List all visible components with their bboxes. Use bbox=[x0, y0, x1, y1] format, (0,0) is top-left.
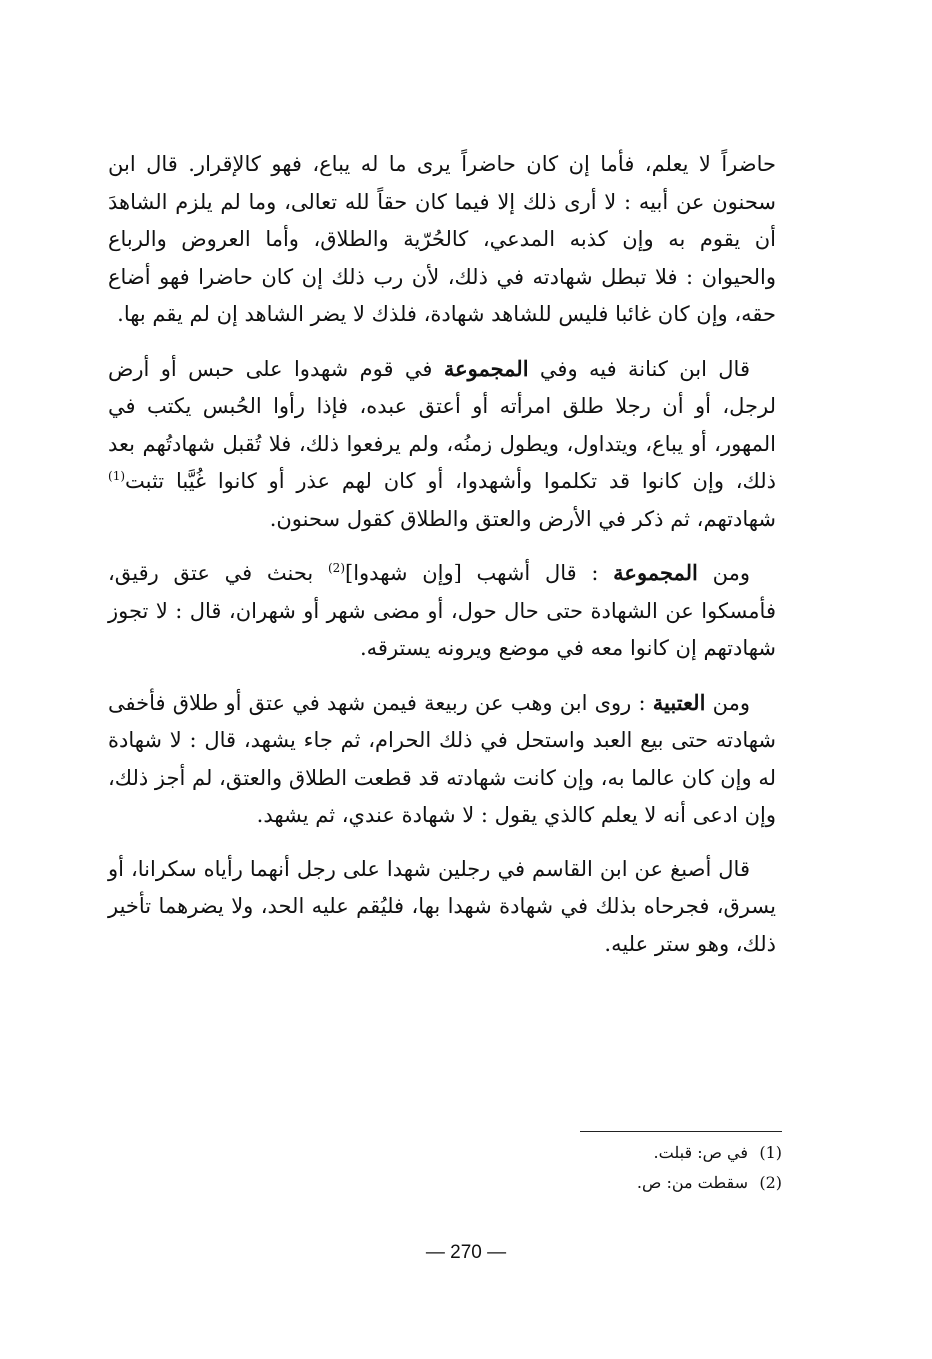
paragraph-text: حاضراً لا يعلم، فأما إن كان حاضراً يرى ما له يباع، فهو كالإقرار. قال ابن سحنون عن أبيه : لا أرى ذلك إلا فيما كان حقاً لله تعالى، وما لم يلزم الشاهدَ أن يقوم به وإن كذبه المدعي، كالحُرّية والطلاق، وأما العروض والرباع والحيوان : فلا تبطل شهادته في ذلك، لأن رب ذلك إن كان حاضرا فهو أضاع حقه، وإن كان غائبا فليس للشاهد شهادة، فلذك لا يضر الشاهد إن لم يقم بها. bbox=[108, 152, 776, 326]
main-text bbox=[108, 146, 776, 979]
footnotes bbox=[480, 1138, 782, 1198]
paragraph-text: قال أصبغ عن ابن القاسم في رجلين شهدا على رجل أنهما رأياه سكرانا، أو يسرق، فجرحاه بذلك في شهادة شهدا بها، فليُقم عليه الحد، ولا يضرهما تأخير ذلك، وهو ستر عليه. bbox=[108, 856, 776, 956]
paragraph-4 bbox=[108, 684, 776, 835]
footnote-number: (1) bbox=[759, 1143, 782, 1162]
paragraph-text: بحنث في عتق رقيق، فأمسكوا عن الشهادة حتى حال حول، أو مضى شهر أو شهران، قال : لا تجوز شهادتهم إن كانوا معه في موضع ويرونه يسترقه. bbox=[108, 561, 776, 660]
paragraph-text: : قال أشهب [وإن شهدوا] bbox=[345, 561, 614, 585]
footnote-2 bbox=[480, 1168, 782, 1198]
paragraph-text: ومن bbox=[705, 690, 750, 715]
paragraph-text: في قوم شهدوا على حبس أو أرض لرجل، أو أن رجلا طلق امرأته أو أعتق عبده، فإذا رأوا الحُبس يكتب في المهور، أو يباع، ويتداول، ويطول زمنُه، ولم يرفعوا ذلك، فلا تُقبل شهادتُهم بعد ذلك، وإن كانوا قد تكلموا وأشهدوا، أو كان لهم عذر أو كانوا غُيَّبا تثبت bbox=[108, 356, 776, 493]
paragraph-text: شهادتهم، ثم ذكر في الأرض والعتق والطلاق كقول سحنون. bbox=[269, 506, 776, 531]
paragraph-text: : روى ابن وهب عن ربيعة فيمن شهد في عتق أو طلاق فأخفى شهادته حتى بيع العبد واستحل في ذلك الحرام، ثم جاء يشهد، قال : لا شهادة له وإن كان عالما به، وإن كانت شهادته قد قطعت الطلاق والعتق، لم أجز ذلك، وإن ادعى أنه لا يعلم كالذي يقول : لا شهادة عندي، ثم يشهد. bbox=[108, 690, 776, 827]
paragraph-2 bbox=[108, 350, 776, 539]
footnote-reference-1: (1) bbox=[108, 469, 126, 483]
bold-term: المجموعة bbox=[613, 560, 698, 585]
paragraph-text: ومن bbox=[697, 561, 750, 585]
page-number: — 270 — bbox=[425, 1242, 507, 1263]
paragraph-3 bbox=[108, 554, 776, 668]
footnote-number: (2) bbox=[759, 1173, 782, 1192]
bold-term: العتبية bbox=[652, 689, 706, 715]
footnote-1 bbox=[480, 1138, 782, 1168]
paragraph-text: قال ابن كنانة فيه وفي bbox=[528, 356, 750, 381]
footnote-separator bbox=[580, 1131, 782, 1132]
paragraph-1 bbox=[108, 146, 776, 334]
footnote-reference-2: (2) bbox=[327, 561, 345, 575]
paragraph-5 bbox=[108, 851, 776, 964]
bold-term: المجموعة bbox=[443, 355, 529, 381]
footnote-text: سقطت من: ص. bbox=[636, 1173, 748, 1192]
footnote-text: في ص: قبلت. bbox=[653, 1143, 748, 1162]
